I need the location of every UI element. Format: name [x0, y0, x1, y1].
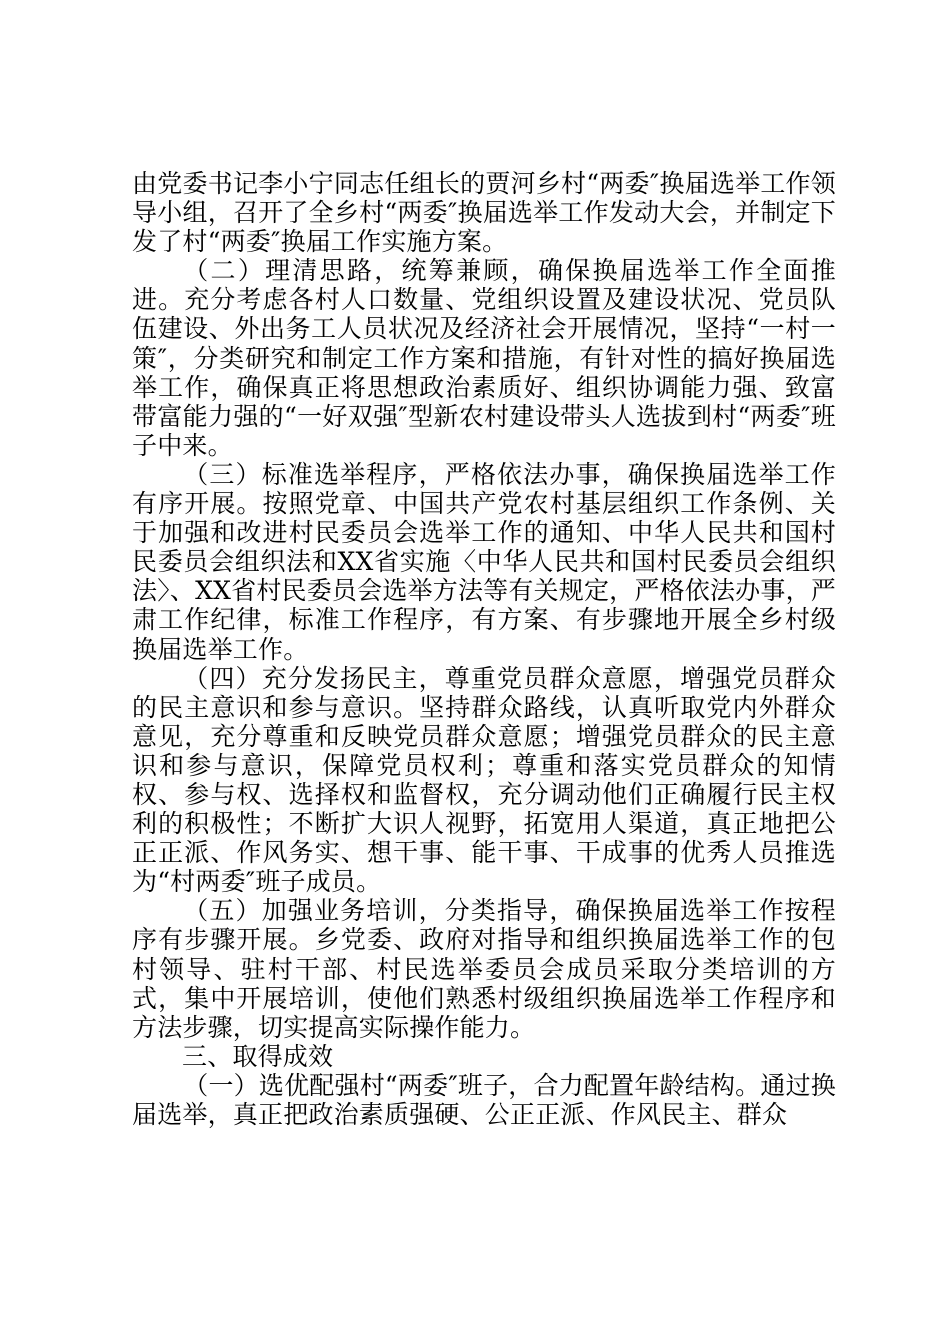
paragraph-section-3: （三）标准选举程序，严格依法办事，确保换届选举工作有序开展。按照党章、中国共产党农村基层组织工作条例、关于加强和改进村民委员会选举工作的通知、中华人民共和国村民委员会组织法和XX省实施〈中华人民共和国村民委员会组织法〉、XX省村民委员会选举方法等有关规定，严格依法办事，严肃工作纪律，标准工作程序，有方案、有步骤地开展全乡村级换届选举工作。 — [132, 459, 836, 664]
paragraph-results-1: （一）选优配强村“两委″班子，合力配置年龄结构。通过换届选举，真正把政治素质强硬、公正正派、作风民主、群众 — [132, 1070, 836, 1129]
paragraph-section-2: （二）理清思路，统筹兼顾，确保换届选举工作全面推进。充分考虑各村人口数量、党组织设置及建设状况、党员队伍建设、外出务工人员状况及经济社会开展情况，坚持“一村一策″，分类研究和制定工作方案和措施，有针对性的搞好换届选举工作，确保真正将思想政治素质好、组织协调能力强、致富带富能力强的“一好双强″型新农村建设带头人选拔到村“两委″班子中来。 — [132, 256, 836, 460]
paragraph-continuation: 由党委书记李小宁同志任组长的贾河乡村“两委″换届选举工作领导小组，召开了全乡村“两委″换届选举工作发动大会，并制定下发了村“两委″换届工作实施方案。 — [132, 169, 836, 257]
document-body — [132, 169, 836, 1129]
paragraph-section-4: （四）充分发扬民主，尊重党员群众意愿，增强党员群众的民主意识和参与意识。坚持群众路线，认真听取党内外群众意见，充分尊重和反映党员群众意愿；增强党员群众的民主意识和参与意识，保障党员权利；尊重和落实党员群众的知情权、参与权、选择权和监督权，充分调动他们正确履行民主权利的积极性；不断扩大识人视野，拓宽用人渠道，真正地把公正正派、作风务实、想干事、能干事、干成事的优秀人员推选为“村两委″班子成员。 — [132, 663, 836, 897]
paragraph-section-5: （五）加强业务培训，分类指导，确保换届选举工作按程序有步骤开展。乡党委、政府对指导和组织换届选举工作的包村领导、驻村干部、村民选举委员会成员采取分类培训的方式，集中开展培训，使他们熟悉村级组织换届选举工作程序和方法步骤，切实提高实际操作能力。 — [132, 896, 836, 1042]
section-heading-results: 三、取得成效 — [182, 1041, 334, 1071]
